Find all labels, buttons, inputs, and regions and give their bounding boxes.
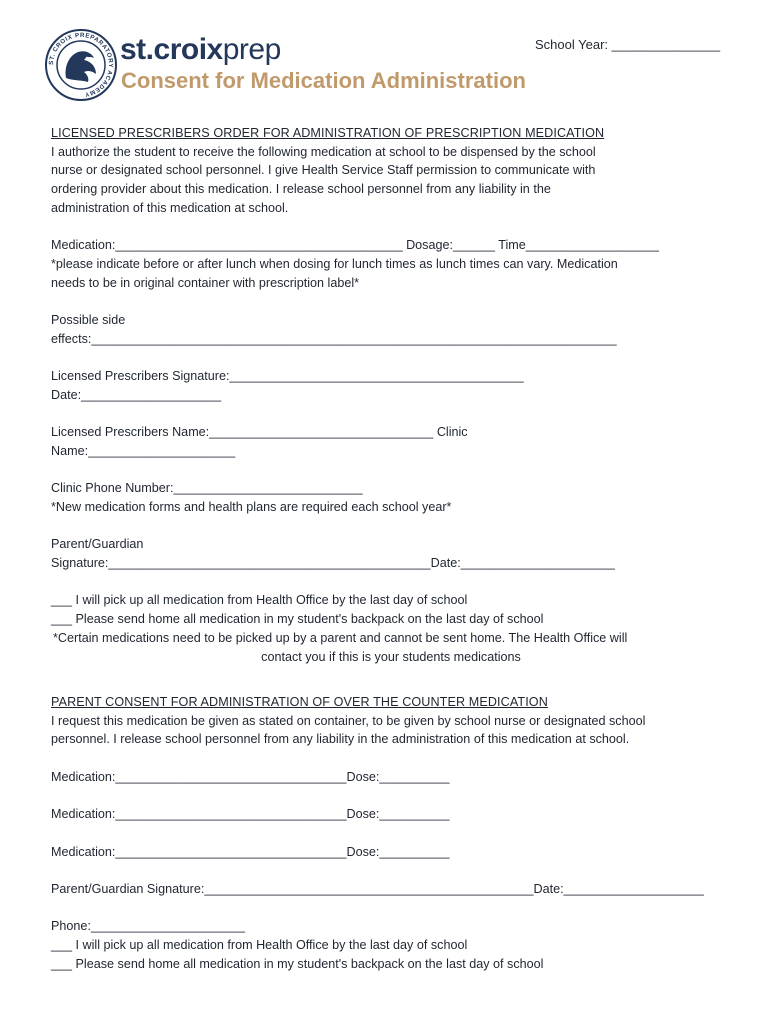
clinic-phone-field[interactable]: Clinic Phone Number:___________________________ [51,481,363,496]
new-forms-note: *New medication forms and health plans are required each school year* [51,499,452,514]
lunch-note-2: needs to be in original container with prescription label* [51,275,360,290]
prescriber-date-field[interactable]: Date:____________________ [51,387,222,402]
otc-para-2: personnel. I release school personnel from any liability in the administration of this medication at school. [51,732,630,747]
otc-medication-field-1[interactable]: Medication:_________________________________Dose:__________ [51,769,450,784]
otc-medication-field-2[interactable]: Medication:_________________________________Dose:__________ [51,807,450,822]
form-body [51,124,731,973]
parent-signature-field[interactable]: Signature:______________________________________________Date:______________________ [51,556,615,571]
prescription-medication-field[interactable]: Medication:_________________________________________ Dosage:______ Time___________________ [51,238,659,253]
prescription-para-1: I authorize the student to receive the following medication at school to be dispensed by the school [51,144,596,159]
otc-para-1: I request this medication be given as stated on container, to be given by school nurse or designated school [51,713,646,728]
pickup-note: *Certain medications need to be picked up by a parent and cannot be sent home. The Health Office will [53,630,628,645]
otc-medication-field-3[interactable]: Medication:_________________________________Dose:__________ [51,844,450,859]
otc-heading: PARENT CONSENT FOR ADMINISTRATION OF OVER THE COUNTER MEDICATION [51,694,548,709]
prescriber-name-field[interactable]: Licensed Prescribers Name:________________________________ Clinic [51,425,468,440]
brand-wordmark [120,33,281,67]
brand-light: prep [222,33,281,66]
prescription-heading: LICENSED PRESCRIBERS ORDER FOR ADMINISTRATION OF PRESCRIPTION MEDICATION [51,126,605,140]
pickup-option[interactable]: ___ I will pick up all medication from Health Office by the last day of school [51,593,468,608]
clinic-name-field[interactable]: Name:_____________________ [51,443,236,458]
pickup-note-cont: contact you if this is your students medications [261,649,521,664]
side-effects-label: Possible side [51,313,126,327]
prescription-para-4: administration of this medication at school. [51,200,289,215]
prescription-para-2: nurse or designated school personnel. I give Health Service Staff permission to communicate with [51,163,596,178]
otc-phone-field[interactable]: Phone:______________________ [51,919,246,934]
prescription-para-3: ordering provider about this medication. I release school personnel from any liability in the [51,182,551,197]
page-title: Consent for Medication Administration [121,68,526,93]
lunch-note-1: *please indicate before or after lunch when dosing for lunch times as lunch times can vary. Medication [51,256,618,271]
seal-text: ST. CROIX PREPARATORY ACADEMY [47,31,115,98]
parent-label: Parent/Guardian [51,537,144,552]
otc-parent-signature-field[interactable]: Parent/Guardian Signature:_______________________________________________Date:____________________ [51,881,704,896]
otc-send-home-option[interactable]: ___ Please send home all medication in my student's backpack on the last day of school [51,956,544,971]
otc-pickup-option[interactable]: ___ I will pick up all medication from Health Office by the last day of school [51,938,468,953]
school-seal-logo [44,28,118,102]
side-effects-field[interactable]: effects:___________________________________________________________________________ [51,331,617,346]
send-home-option[interactable]: ___ Please send home all medication in my student's backpack on the last day of school [51,612,544,627]
brand-bold: st.croix [120,33,223,66]
prescriber-signature-field[interactable]: Licensed Prescribers Signature:__________________________________________ [51,369,524,384]
school-year-field[interactable]: School Year: _______________ [535,37,721,52]
